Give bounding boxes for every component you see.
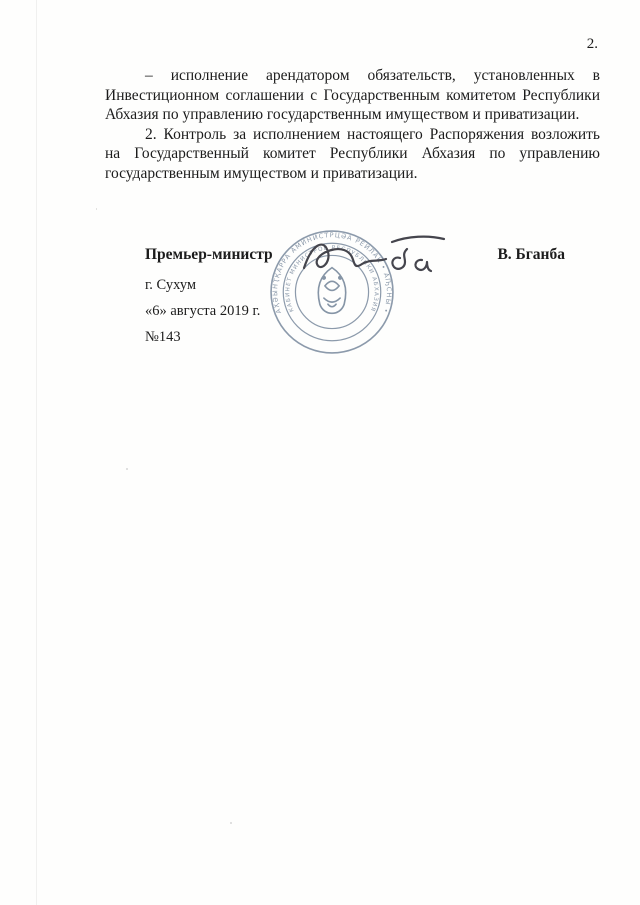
seal-inner-text: КАБИНЕТ МИНИСТРОВ РЕСПУБЛИКИ АБХАЗИЯ xyxy=(285,245,379,313)
page-number: 2. xyxy=(586,36,598,52)
scan-speck xyxy=(230,822,232,824)
date: «6» августа 2019 г. xyxy=(145,303,261,319)
signature-letter-a xyxy=(415,260,431,271)
seal-outer-text: АҲӘЫНҬҚАРРА АМИНИСТРЦӘА РЕИЛАК • АҦСНЫ • xyxy=(271,231,393,315)
signature-flourish xyxy=(304,245,386,268)
scan-speck xyxy=(126,468,128,470)
signer-title: Премьер-министр xyxy=(145,246,273,263)
document-body xyxy=(105,66,600,183)
scan-edge-artifact xyxy=(36,0,37,905)
paragraph: 2. Контроль за исполнением настоящего Распоряжения возложить на Государственный комитет Республики Абхазия по управлению государственным имуществом и приватизации. xyxy=(105,125,600,182)
paragraph: – исполнение арендатором обязательств, установленных в Инвестиционном соглашении с Государственным комитетом Республики Абхазия по управлению государственным имуществом и приватизации. xyxy=(105,67,600,123)
scan-speck xyxy=(96,208,97,210)
city: г. Сухум xyxy=(145,277,197,293)
signature-letter-b xyxy=(392,249,407,269)
signature-overline xyxy=(392,237,444,242)
doc-number: №143 xyxy=(145,329,181,345)
signer-name: В. Бганба xyxy=(497,246,565,263)
handwritten-signature xyxy=(298,228,458,284)
requisites-block xyxy=(145,277,260,355)
